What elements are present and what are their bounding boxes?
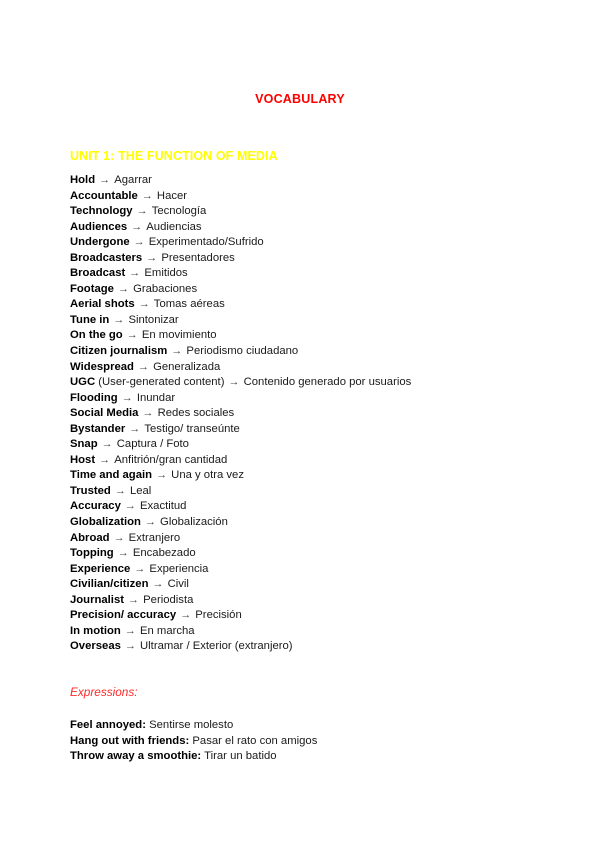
- vocabulary-term: Citizen journalism: [70, 345, 168, 358]
- right-arrow-icon: →: [125, 593, 143, 606]
- vocabulary-list: [70, 173, 570, 655]
- expression-translation: Pasar el rato con amigos: [189, 734, 318, 747]
- expression-phrase: Feel annoyed:: [70, 719, 146, 731]
- vocabulary-term: Globalization: [70, 516, 141, 529]
- vocabulary-term: Trusted: [70, 484, 111, 497]
- vocabulary-entry: [70, 220, 570, 236]
- expression-phrase: Hang out with friends:: [70, 734, 190, 747]
- vocabulary-translation: Grabaciones: [133, 282, 198, 295]
- vocabulary-entry: [70, 313, 570, 329]
- expression-phrase: Throw away a smoothie:: [70, 750, 202, 763]
- vocabulary-translation: Civil: [167, 578, 189, 591]
- vocabulary-term: Abroad: [70, 531, 110, 544]
- vocabulary-term: Audiences: [70, 220, 128, 233]
- vocabulary-translation: En marcha: [139, 624, 195, 637]
- vocabulary-term: In motion: [70, 624, 121, 637]
- vocabulary-translation: Redes sociales: [157, 407, 235, 420]
- vocabulary-term: Flooding: [70, 391, 118, 404]
- vocabulary-translation: Precisión: [195, 609, 242, 622]
- vocabulary-translation: Hacer: [156, 189, 188, 202]
- right-arrow-icon: →: [131, 562, 149, 575]
- vocabulary-translation: Exactitud: [140, 500, 187, 513]
- vocabulary-translation: Audiencias: [146, 220, 202, 233]
- vocabulary-translation: Contenido generado por usuarios: [243, 376, 412, 389]
- vocabulary-term: On the go: [70, 329, 123, 342]
- vocabulary-entry: [70, 282, 570, 298]
- vocabulary-translation: Inundar: [136, 391, 176, 404]
- right-arrow-icon: →: [110, 531, 128, 544]
- vocabulary-term: Broadcasters: [70, 251, 143, 264]
- right-arrow-icon: →: [130, 236, 148, 249]
- expressions-list: [70, 718, 570, 765]
- vocabulary-translation: Ultramar / Exterior (extranjero): [140, 640, 293, 653]
- vocabulary-translation: Periodista: [143, 593, 194, 606]
- vocabulary-entry: [70, 235, 570, 251]
- vocabulary-term: Aerial shots: [70, 298, 135, 311]
- vocabulary-entry: [70, 189, 570, 205]
- vocabulary-translation: Anfitrión/gran cantidad: [114, 453, 228, 466]
- vocabulary-entry: [70, 577, 570, 593]
- vocabulary-term: Journalist: [70, 593, 124, 606]
- vocabulary-entry: [70, 204, 570, 220]
- right-arrow-icon: →: [134, 360, 153, 373]
- vocabulary-entry: [70, 515, 570, 531]
- vocabulary-entry: [70, 360, 570, 376]
- vocabulary-term: Host: [70, 453, 96, 466]
- vocabulary-entry: [70, 297, 570, 313]
- right-arrow-icon: →: [114, 547, 132, 560]
- vocabulary-entry: [70, 391, 570, 407]
- page-title: VOCABULARY: [255, 92, 345, 106]
- right-arrow-icon: →: [153, 469, 171, 482]
- vocabulary-entry: [70, 266, 570, 282]
- vocabulary-entry: [70, 593, 570, 609]
- vocabulary-translation: Periodismo ciudadano: [186, 345, 299, 358]
- vocabulary-translation: Leal: [129, 484, 152, 497]
- vocabulary-translation: Testigo/ transeúnte: [144, 422, 240, 435]
- right-arrow-icon: →: [110, 313, 128, 326]
- vocabulary-translation: Experiencia: [149, 562, 209, 575]
- vocabulary-translation: En movimiento: [141, 329, 217, 342]
- vocabulary-term: Time and again: [70, 469, 153, 482]
- vocabulary-translation: Una y otra vez: [171, 469, 244, 482]
- right-arrow-icon: →: [138, 189, 156, 202]
- vocabulary-translation: Tomas aéreas: [153, 298, 225, 311]
- vocabulary-translation: Encabezado: [132, 547, 196, 560]
- vocabulary-translation: Emitidos: [144, 267, 188, 280]
- vocabulary-entry: [70, 484, 570, 500]
- right-arrow-icon: →: [225, 376, 243, 389]
- right-arrow-icon: →: [121, 500, 139, 513]
- right-arrow-icon: →: [141, 516, 160, 529]
- vocabulary-entry: [70, 173, 570, 189]
- vocabulary-translation: Globalización: [160, 516, 228, 529]
- vocabulary-term: Experience: [70, 562, 131, 575]
- vocabulary-entry: [70, 468, 570, 484]
- vocabulary-entry: [70, 546, 570, 562]
- right-arrow-icon: →: [139, 407, 157, 420]
- vocabulary-term: Broadcast: [70, 267, 126, 280]
- vocabulary-term: Overseas: [70, 640, 121, 653]
- unit-heading: UNIT 1: THE FUNCTION OF MEDIA: [70, 149, 278, 163]
- vocabulary-entry: [70, 328, 570, 344]
- right-arrow-icon: →: [96, 453, 114, 466]
- right-arrow-icon: →: [96, 174, 114, 186]
- vocabulary-term: Widespread: [70, 360, 134, 373]
- vocabulary-translation: Agarrar: [114, 174, 152, 186]
- expressions-heading: Expressions:: [70, 685, 138, 699]
- vocabulary-translation: Generalizada: [153, 360, 221, 373]
- vocabulary-term: Accuracy: [70, 500, 121, 513]
- vocabulary-term: UGC: [70, 376, 96, 389]
- vocabulary-term: Hold: [70, 174, 96, 186]
- vocabulary-entry: [70, 251, 570, 267]
- right-arrow-icon: →: [168, 345, 186, 358]
- vocabulary-translation: Presentadores: [161, 251, 235, 264]
- vocabulary-term: Tune in: [70, 313, 110, 326]
- vocabulary-translation: Captura / Foto: [116, 438, 189, 451]
- vocabulary-term: Accountable: [70, 189, 138, 202]
- vocabulary-entry: [70, 562, 570, 578]
- right-arrow-icon: →: [98, 438, 116, 451]
- vocabulary-entry: [70, 453, 570, 469]
- vocabulary-translation: Experimentado/Sufrido: [148, 236, 264, 249]
- vocabulary-term: Technology: [70, 205, 133, 218]
- right-arrow-icon: →: [133, 205, 151, 218]
- expression-entry: [70, 749, 570, 765]
- vocabulary-entry: [70, 437, 570, 453]
- vocabulary-entry: [70, 531, 570, 547]
- right-arrow-icon: →: [177, 609, 195, 622]
- expression-entry: [70, 734, 570, 750]
- vocabulary-translation: Tecnología: [151, 205, 207, 218]
- right-arrow-icon: →: [121, 624, 139, 637]
- right-arrow-icon: →: [126, 267, 144, 280]
- vocabulary-term-note: (User-generated content): [95, 376, 225, 389]
- vocabulary-translation: Sintonizar: [128, 313, 179, 326]
- vocabulary-entry: [70, 639, 570, 655]
- right-arrow-icon: →: [121, 640, 140, 653]
- vocabulary-term: Civilian/citizen: [70, 578, 149, 591]
- vocabulary-entry: [70, 375, 570, 391]
- vocabulary-translation: Extranjero: [128, 531, 181, 544]
- expression-translation: Tirar un batido: [201, 750, 277, 763]
- vocabulary-term: Precision/ accuracy: [70, 609, 177, 622]
- vocabulary-entry: [70, 344, 570, 360]
- vocabulary-term: Footage: [70, 282, 114, 295]
- vocabulary-entry: [70, 608, 570, 624]
- right-arrow-icon: →: [114, 282, 133, 295]
- right-arrow-icon: →: [149, 578, 167, 591]
- vocabulary-term: Social Media: [70, 407, 139, 420]
- right-arrow-icon: →: [118, 391, 136, 404]
- vocabulary-entry: [70, 499, 570, 515]
- right-arrow-icon: →: [111, 484, 129, 497]
- vocabulary-term: Bystander: [70, 422, 126, 435]
- right-arrow-icon: →: [128, 220, 146, 233]
- right-arrow-icon: →: [143, 251, 161, 264]
- vocabulary-term: Snap: [70, 438, 98, 451]
- vocabulary-entry: [70, 624, 570, 640]
- right-arrow-icon: →: [123, 329, 141, 342]
- expression-entry: [70, 718, 570, 734]
- expression-translation: Sentirse molesto: [145, 719, 234, 731]
- vocabulary-entry: [70, 406, 570, 422]
- vocabulary-entry: [70, 422, 570, 438]
- vocabulary-term: Undergone: [70, 236, 130, 249]
- vocabulary-term: Topping: [70, 547, 114, 560]
- right-arrow-icon: →: [135, 298, 153, 311]
- right-arrow-icon: →: [126, 422, 144, 435]
